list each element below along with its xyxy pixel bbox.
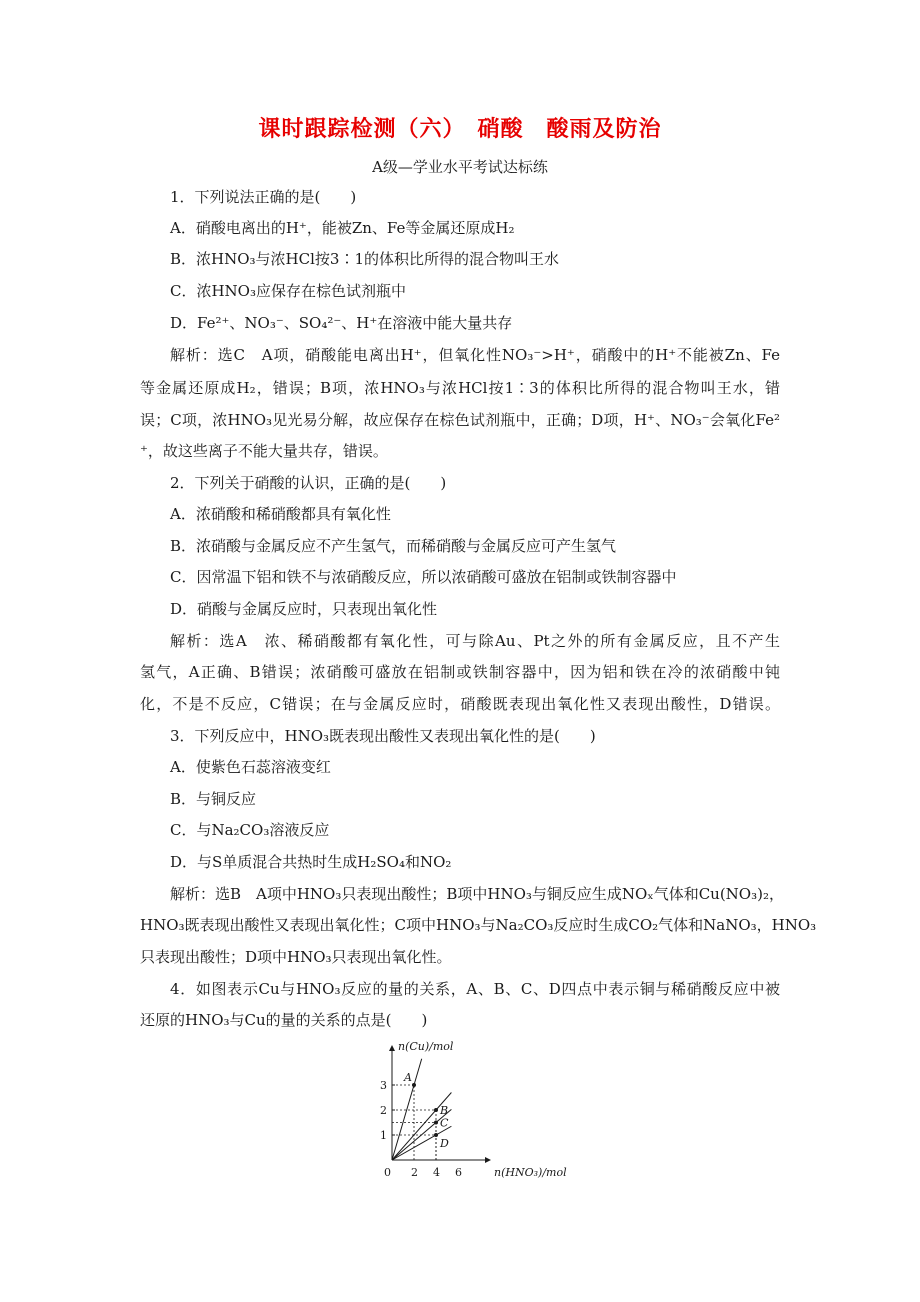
q1-option-b: B．浓HNO₃与浓HCl按3∶1的体积比所得的混合物叫王水 xyxy=(170,250,559,268)
q4-stem-line: 4．如图表示Cu与HNO₃反应的量的关系，A、B、C、D四点中表示铜与稀硝酸反应中被 xyxy=(170,980,780,998)
q3-analysis-line: 解析：选B A项中HNO₃只表现出酸性；B项中HNO₃与铜反应生成NOₓ气体和Cu(NO₃)₂， xyxy=(170,885,784,903)
q4-stem-line: 还原的HNO₃与Cu的量的关系的点是( ) xyxy=(140,1011,428,1029)
q3-option-b: B．与铜反应 xyxy=(170,790,257,808)
y-axis-label: n(Cu)/mol xyxy=(398,1040,454,1053)
q3-option-d: D．与S单质混合共热时生成H₂SO₄和NO₂ xyxy=(170,853,452,871)
x-axis-label: n(HNO₃)/mol xyxy=(494,1166,567,1179)
origin-label: 0 xyxy=(384,1166,391,1179)
q2-analysis-line: 解析：选A 浓、稀硝酸都有氧化性，可与除Au、Pt之外的所有金属反应，且不产生 xyxy=(170,632,780,650)
point-d xyxy=(434,1133,438,1137)
q3-analysis-line: HNO₃既表现出酸性又表现出氧化性；C项中HNO₃与Na₂CO₃反应时生成CO₂气体和NaNO₃，HNO₃ xyxy=(140,916,817,934)
point-c xyxy=(434,1121,438,1125)
q2-analysis-line: 化，不是不反应，C错误；在与金属反应时，硝酸既表现出氧化性又表现出酸性，D错误。 xyxy=(140,695,780,713)
x-tick-label: 2 xyxy=(411,1166,418,1179)
x-tick-label: 4 xyxy=(433,1166,440,1179)
q1-option-c: C．浓HNO₃应保存在棕色试剂瓶中 xyxy=(170,282,406,300)
point-label-a: A xyxy=(404,1071,412,1084)
q2-option-b: B．浓硝酸与金属反应不产生氢气，而稀硝酸与金属反应可产生氢气 xyxy=(170,537,617,555)
y-tick-label: 1 xyxy=(380,1129,387,1142)
q1-analysis-line: 误；C项，浓HNO₃见光易分解，故应保存在棕色试剂瓶中，正确；D项，H⁺、NO₃⁻会氧化Fe² xyxy=(140,411,780,429)
y-tick-label: 2 xyxy=(380,1104,387,1117)
point-label-b: B xyxy=(440,1104,449,1117)
q2-stem: 2．下列关于硝酸的认识，正确的是( ) xyxy=(170,474,447,492)
q2-analysis-line: 氢气，A正确、B错误；浓硝酸可盛放在铝制或铁制容器中，因为铝和铁在冷的浓硝酸中钝 xyxy=(140,663,780,681)
q1-option-d: D．Fe²⁺、NO₃⁻、SO₄²⁻、H⁺在溶液中能大量共存 xyxy=(170,314,513,332)
q3-option-c: C．与Na₂CO₃溶液反应 xyxy=(170,821,330,839)
q2-option-a: A．浓硝酸和稀硝酸都具有氧化性 xyxy=(170,505,391,523)
q1-analysis-line: 等金属还原成H₂，错误；B项，浓HNO₃与浓HCl按1∶3的体积比所得的混合物叫王水，错 xyxy=(140,379,780,397)
cu-hno3-chart xyxy=(370,1040,575,1180)
point-a xyxy=(412,1083,416,1087)
q2-option-c: C．因常温下铝和铁不与浓硝酸反应，所以浓硝酸可盛放在铝制或铁制容器中 xyxy=(170,568,677,586)
q1-analysis-line: 解析：选C A项，硝酸能电离出H⁺，但氧化性NO₃⁻>H⁺，硝酸中的H⁺不能被Zn、Fe xyxy=(170,346,780,364)
point-b xyxy=(434,1108,438,1112)
point-label-d: D xyxy=(440,1137,449,1150)
point-label-c: C xyxy=(440,1116,449,1130)
q2-option-d: D．硝酸与金属反应时，只表现出氧化性 xyxy=(170,600,438,618)
q3-analysis-line: 只表现出酸性；D项中HNO₃只表现出氧化性。 xyxy=(140,948,452,966)
q1-analysis-line: ⁺，故这些离子不能大量共存，错误。 xyxy=(140,442,388,460)
q3-option-a: A．使紫色石蕊溶液变红 xyxy=(170,758,331,776)
q3-stem: 3．下列反应中，HNO₃既表现出酸性又表现出氧化性的是( ) xyxy=(170,727,596,745)
q1-stem: 1．下列说法正确的是( ) xyxy=(170,188,357,206)
q1-option-a: A．硝酸电离出的H⁺，能被Zn、Fe等金属还原成H₂ xyxy=(170,219,515,237)
page-title: 课时跟踪检测（六） 硝酸 酸雨及防治 xyxy=(258,116,662,142)
x-tick-label: 6 xyxy=(455,1166,462,1179)
page-subtitle: A级—学业水平考试达标练 xyxy=(372,158,548,176)
y-tick-label: 3 xyxy=(380,1079,387,1092)
